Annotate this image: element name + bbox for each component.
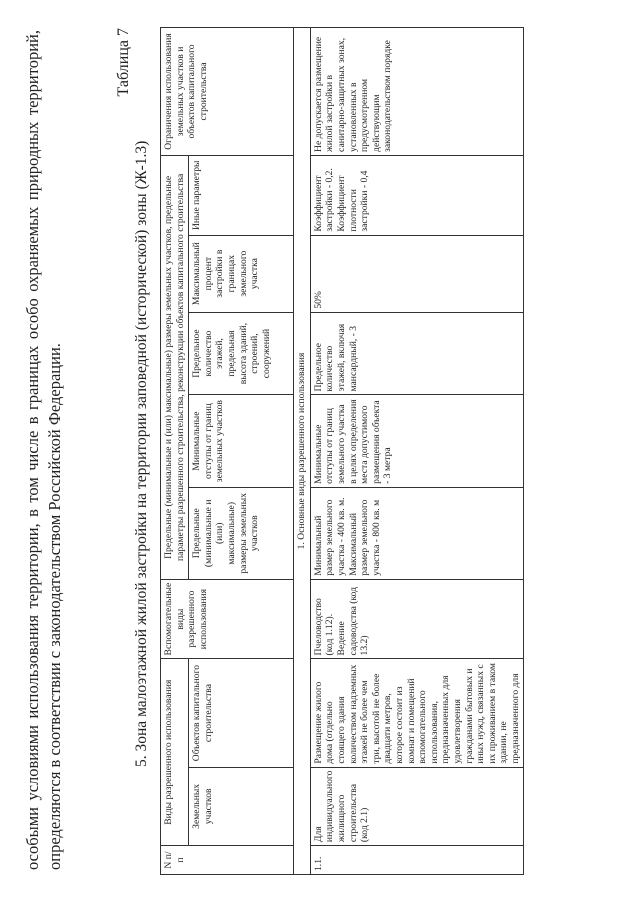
header-capital: Объектов капитального строительства xyxy=(189,659,294,767)
header-num: N п/п xyxy=(161,846,294,875)
intro-line-1: особыми условиями использования территории, в том числе в границах особо охраняемых природных территорий, xyxy=(23,30,42,870)
row-restrictions: Не допускается размещение жилой застройки в санитарно-защитных зонах, установленных в предусмотренном действующим законодательством порядке xyxy=(310,28,524,156)
header-floors: Предельное количество этажей, предельная высота зданий, строений, сооружений xyxy=(189,312,294,395)
row-setback: Минимальные отступы от границ земельного участка в целях определения места допустимого размещения объекта - 3 метра xyxy=(310,395,524,487)
header-aux: Вспомогательные виды разрешенного использования xyxy=(161,579,294,659)
table-number: Таблица 7 xyxy=(115,28,132,97)
table-row xyxy=(310,28,524,875)
header-land: Земельных участков xyxy=(189,767,294,845)
section-row xyxy=(294,28,311,875)
header-restrictions: Ограничения использования земельных участков и объектов капитального строительства xyxy=(161,28,294,156)
row-capital: Размещение жилого дома (отдельно стоящего здания количеством надземных этажей не более чем три, высотой не более двадцати метров, которое состоит из комнат и помещений вспомогательного использования, предназначенных для удовлетворения гражданами бытовых и иных нужд, связанных с их проживанием в таком здании, не предназначенного для xyxy=(310,659,524,767)
row-coverage: 50% xyxy=(310,235,524,312)
zoning-table xyxy=(160,27,524,875)
row-num: 1.1. xyxy=(310,846,524,875)
header-size: Предельные (минимальные и (или) максимальные) размеры земельных участков xyxy=(189,487,294,579)
header-row-1 xyxy=(161,28,189,875)
header-limits: Предельные (минимальные и (или) максимальные) размеры земельных участков, предельные параметры разрешенного строительства, реконструкции объектов капитального строительства xyxy=(161,155,189,579)
row-land: Для индивидуального жилищного строительства (код 2.1) xyxy=(310,767,524,845)
intro-paragraph xyxy=(22,30,66,870)
header-other: Иные параметры xyxy=(189,155,294,235)
section-title: 1. Основные виды разрешенного использования xyxy=(294,28,311,875)
intro-line-2: определяются в соответствии с законодательством Российской Федерации. xyxy=(45,343,64,870)
row-floors: Предельное количество этажей, включая мансардный, - 3 xyxy=(310,312,524,395)
row-other: Коэффициент застройки - 0,2. Коэффициент плотности застройки - 0,4 xyxy=(310,155,524,235)
header-coverage: Максимальный процент застройки в границах земельного участка xyxy=(189,235,294,312)
header-setback: Минимальные отступы от границ земельных участков xyxy=(189,395,294,487)
zone-title: 5. Зона малоэтажной жилой застройки на территории заповедной (исторической) зоны (Ж-1.3) xyxy=(133,140,150,767)
row-aux: Пчеловодство (код 1.12). Ведение садоводства (код 13.2) xyxy=(310,579,524,659)
header-types: Виды разрешенного использования xyxy=(161,659,189,846)
row-size: Минимальный размер земельного участка - 400 кв. м. Максимальный размер земельного участка - 800 кв. м xyxy=(310,487,524,579)
header-row-2 xyxy=(189,28,294,875)
